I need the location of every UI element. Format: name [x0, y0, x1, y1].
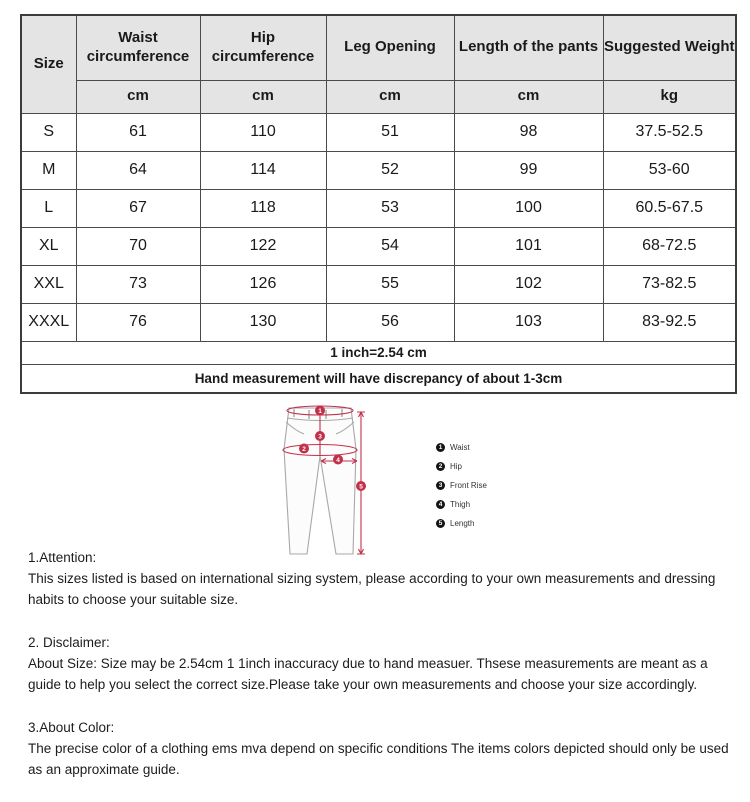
unit-cell-length: cm	[454, 80, 603, 113]
measurement-note: Hand measurement will have discrepancy of about 1-3cm	[21, 364, 736, 393]
table-cell: 102	[454, 265, 603, 303]
table-cell: 67	[76, 189, 200, 227]
table-row	[21, 113, 736, 151]
numbered-bullet-icon: 3	[436, 481, 445, 490]
table-cell: 53-60	[603, 151, 736, 189]
table-cell: 68-72.5	[603, 227, 736, 265]
svg-text:2: 2	[302, 445, 306, 453]
table-cell: 130	[200, 303, 326, 341]
unit-cell-hip: cm	[200, 80, 326, 113]
table-cell: 51	[326, 113, 454, 151]
table-cell: 73-82.5	[603, 265, 736, 303]
table-cell: 54	[326, 227, 454, 265]
attention-body: This sizes listed is based on international sizing system, please according to your own measurements and dressing habits to choose your suitable size.	[28, 571, 716, 607]
svg-text:4: 4	[336, 456, 340, 464]
col-header-size: Size	[21, 15, 76, 113]
col-header-weight: Suggested Weight	[603, 15, 736, 80]
svg-text:3: 3	[318, 433, 322, 441]
notes-section	[28, 547, 734, 802]
pants-diagram-icon	[280, 404, 375, 558]
pants-measurement-diagram	[280, 404, 375, 558]
legend-item-length	[436, 519, 487, 528]
disclaimer-body: About Size: Size may be 2.54cm 1 1inch inaccuracy due to hand measuer. Thsese measurements are meant as a guide to help you select the correct size.Please take your own measurements and choose your size accordingly.	[28, 656, 708, 692]
legend-item-front-rise	[436, 481, 487, 490]
col-header-waist: Waist circumference	[76, 15, 200, 80]
table-cell: 64	[76, 151, 200, 189]
table-cell: XXXL	[21, 303, 76, 341]
table-cell: XL	[21, 227, 76, 265]
about-color-section	[28, 717, 734, 780]
table-row	[21, 303, 736, 341]
table-row	[21, 151, 736, 189]
table-cell: 61	[76, 113, 200, 151]
svg-text:5: 5	[359, 483, 363, 491]
legend-item-waist	[436, 443, 487, 452]
col-header-hip: Hip circumference	[200, 15, 326, 80]
legend-item-thigh	[436, 500, 487, 509]
table-cell: 83-92.5	[603, 303, 736, 341]
table-cell: 110	[200, 113, 326, 151]
table-cell: 76	[76, 303, 200, 341]
table-cell: 118	[200, 189, 326, 227]
table-cell: 60.5-67.5	[603, 189, 736, 227]
size-chart-table	[20, 14, 737, 394]
table-row	[21, 227, 736, 265]
table-cell: 101	[454, 227, 603, 265]
table-cell: 37.5-52.5	[603, 113, 736, 151]
legend-item-hip	[436, 462, 487, 471]
disclaimer-heading: 2. Disclaimer:	[28, 635, 110, 650]
table-cell: 122	[200, 227, 326, 265]
legend-label: Length	[450, 519, 475, 528]
legend-label: Front Rise	[450, 481, 487, 490]
table-row	[21, 189, 736, 227]
table-cell: 73	[76, 265, 200, 303]
legend-label: Thigh	[450, 500, 471, 509]
table-cell: 99	[454, 151, 603, 189]
col-header-leg-opening: Leg Opening	[326, 15, 454, 80]
marker-5	[356, 481, 366, 491]
table-cell: 114	[200, 151, 326, 189]
marker-2	[299, 444, 309, 454]
marker-4	[333, 455, 343, 465]
numbered-bullet-icon: 5	[436, 519, 445, 528]
table-cell: M	[21, 151, 76, 189]
table-row	[21, 265, 736, 303]
legend-label: Hip	[450, 462, 463, 471]
disclaimer-section	[28, 632, 734, 695]
table-row	[21, 341, 736, 364]
legend-label: Waist	[450, 443, 470, 452]
unit-cell-leg-opening: cm	[326, 80, 454, 113]
table-cell: 126	[200, 265, 326, 303]
table-cell: 100	[454, 189, 603, 227]
numbered-bullet-icon: 4	[436, 500, 445, 509]
table-cell: 70	[76, 227, 200, 265]
svg-text:1: 1	[318, 407, 322, 415]
numbered-bullet-icon: 2	[436, 462, 445, 471]
table-row	[21, 364, 736, 393]
table-cell: XXL	[21, 265, 76, 303]
diagram-legend	[436, 443, 487, 538]
about-color-heading: 3.About Color:	[28, 720, 115, 735]
unit-cell-waist: cm	[76, 80, 200, 113]
about-color-body: The precise color of a clothing ems mva depend on specific conditions The items colors depicted should only be used as an approximate guide.	[28, 741, 729, 777]
col-header-length: Length of the pants	[454, 15, 603, 80]
table-cell: S	[21, 113, 76, 151]
marker-3	[315, 431, 325, 441]
attention-section	[28, 547, 734, 610]
numbered-bullet-icon: 1	[436, 443, 445, 452]
marker-1	[315, 406, 325, 416]
unit-cell-weight: kg	[603, 80, 736, 113]
table-cell: 98	[454, 113, 603, 151]
attention-heading: 1.Attention:	[28, 550, 97, 565]
table-cell: 52	[326, 151, 454, 189]
table-cell: 103	[454, 303, 603, 341]
table-cell: L	[21, 189, 76, 227]
conversion-note: 1 inch=2.54 cm	[21, 341, 736, 364]
table-cell: 53	[326, 189, 454, 227]
table-cell: 56	[326, 303, 454, 341]
table-cell: 55	[326, 265, 454, 303]
